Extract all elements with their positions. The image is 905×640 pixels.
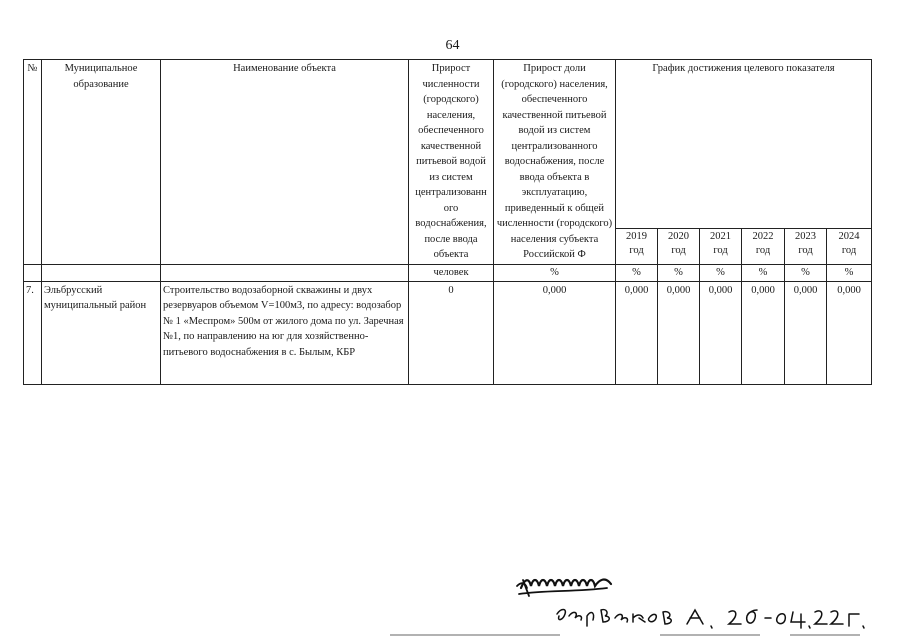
unit-share: % (494, 264, 616, 281)
header-object-name: Наименование объекта (161, 60, 409, 265)
page-number: 64 (445, 38, 460, 53)
unit-empty-municipality (42, 264, 161, 281)
row-population-growth: 0 (409, 281, 494, 384)
row-num: 7. (24, 281, 42, 384)
header-year-2020: 2020 год (658, 229, 700, 264)
row-share-growth: 0,000 (494, 281, 616, 384)
row-value-2019: 0,000 (616, 281, 658, 384)
header-year-2022: 2022 год (742, 229, 785, 264)
header-year-2024: 2024 год (827, 229, 872, 264)
unit-population: человек (409, 264, 494, 281)
unit-2020: % (658, 264, 700, 281)
row-value-2022: 0,000 (742, 281, 785, 384)
unit-2024: % (827, 264, 872, 281)
handwritten-signature (515, 570, 875, 636)
unit-2019: % (616, 264, 658, 281)
row-value-2023: 0,000 (785, 281, 827, 384)
row-value-2020: 0,000 (658, 281, 700, 384)
table-row (24, 281, 872, 384)
header-num: № (24, 60, 42, 265)
row-value-2024: 0,000 (827, 281, 872, 384)
row-value-2021: 0,000 (700, 281, 742, 384)
header-year-2019: 2019 год (616, 229, 658, 264)
target-indicator-table (23, 59, 872, 385)
header-share-growth-text: Прирост доли (городского) населения, обеспеченного качественной питьевой водой из систем централизованного водоснабжения, после ввода объекта в эксплуатацию, приведенный к общей численности (городского) населения субъекта Российской Ф (496, 63, 613, 260)
row-municipality: Эльбрусский муниципальный район (42, 281, 161, 384)
units-row (24, 264, 872, 281)
bottom-rule (0, 630, 905, 640)
header-population-growth: Прирост численности (городского) населения, обеспеченного качественной питьевой водой из систем централизованн ого водоснабжения, после ввода объекта (409, 60, 494, 265)
row-object-name: Строительство водозаборной скважины и двух резервуаров объемом V=100м3, по адресу: водозабор № 1 «Меспром» 500м от жилого дома по ул. Заречная №1, по направлению на юг для хозяйственно-питьевого водоснабжения в с. Былым, КБР (161, 281, 409, 384)
header-year-2023: 2023 год (785, 229, 827, 264)
unit-empty-num (24, 264, 42, 281)
unit-2023: % (785, 264, 827, 281)
header-row (24, 60, 872, 229)
header-municipality: Муниципальное образование (42, 60, 161, 265)
header-year-2021: 2021 год (700, 229, 742, 264)
header-share-growth (494, 60, 616, 265)
unit-2021: % (700, 264, 742, 281)
unit-empty-object (161, 264, 409, 281)
unit-2022: % (742, 264, 785, 281)
header-schedule: График достижения целевого показателя (616, 60, 872, 229)
